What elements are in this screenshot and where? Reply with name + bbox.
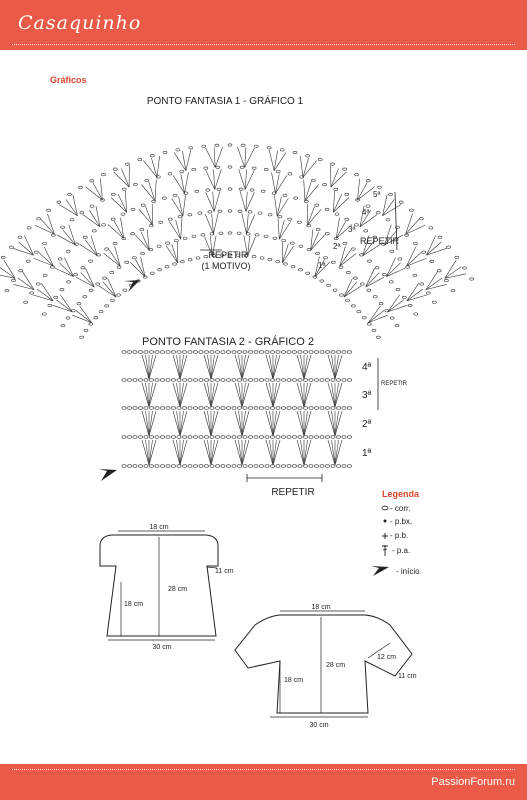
chart2-row-3: 3ª (362, 390, 372, 401)
brand-title: Casaquinho (18, 12, 142, 34)
legend (371, 489, 420, 576)
chart2 (99, 335, 408, 498)
chart1-row-3: 3ª (348, 225, 356, 234)
chart1-repeat-motif-sub: (1 MOTIVO) (201, 261, 251, 271)
schematic-2-sleeve-1: 12 cm (377, 654, 397, 661)
schematic-2 (235, 615, 412, 713)
chart2-repeat-side-label: REPETIR (381, 381, 408, 387)
schematic-2-bottom: 30 cm (309, 722, 329, 729)
chart2-repeat-bottom (247, 474, 322, 498)
chart2-row-numbers (362, 362, 372, 459)
chart2-grid-rows (122, 351, 352, 468)
header-dotted-rule (12, 44, 515, 45)
schematic-2-sleeve-2: 11 cm (398, 673, 417, 680)
chart2-repeat-side (378, 358, 408, 410)
schematic-1-measures (108, 531, 217, 640)
diagrams-canvas (0, 50, 527, 764)
section-title: Gráficos (50, 75, 87, 85)
legend-item-4: - p.a. (392, 546, 411, 555)
start-arrow-icon (124, 280, 140, 292)
footer-band (0, 764, 527, 800)
chart1-repeat-motif-label: REPETIR (208, 250, 248, 260)
schematic-1-height: 28 cm (168, 586, 188, 593)
chart1-fan-rows (0, 144, 474, 339)
schematic-1-bottom: 30 cm (152, 644, 172, 651)
chart1-repeat-rows-label: REPETIR (360, 236, 400, 246)
legend-item-1: - corr. (390, 504, 411, 513)
chart2-title: PONTO FANTASIA 2 - GRÁFICO 2 (142, 336, 314, 348)
legend-item-5: - início (396, 567, 420, 576)
chart1-row-2: 2ª (333, 242, 341, 251)
schematic-2-width: 18 cm (311, 604, 331, 611)
footer-dotted-rule (12, 769, 515, 770)
schematic-1-side: 18 cm (124, 601, 144, 608)
legend-title: Legenda (382, 489, 420, 499)
schematic-1-sleeve: 11 cm (215, 568, 234, 575)
watermark: PassionForum.ru (431, 776, 515, 788)
chart1 (0, 94, 474, 338)
chart2-row-2: 2ª (362, 419, 372, 430)
chart2-repeat-bottom-label: REPETIR (271, 487, 315, 498)
header-band (0, 0, 527, 50)
chart1-row-1: 1ª (318, 261, 326, 270)
chart1-title: PONTO FANTASIA 1 - GRÁFICO 1 (146, 96, 304, 107)
legend-item-3: - p.b. (390, 531, 409, 540)
schematic-2-height: 28 cm (326, 662, 346, 669)
chart2-row-4: 4ª (362, 362, 372, 373)
slip-stitch-icon (384, 520, 387, 523)
schematic-1-width: 18 cm (149, 524, 169, 531)
single-crochet-icon (382, 533, 388, 539)
chart1-row-5: 5ª (373, 190, 381, 199)
start-arrow-legend-icon (371, 566, 389, 576)
chain-stitch-icon (382, 506, 388, 510)
chart1-repeat-motif (200, 250, 251, 271)
legend-item-2: - p.bx. (390, 517, 413, 526)
chart1-row-4: 4ª (362, 208, 370, 217)
schematic-2-side: 18 cm (284, 677, 304, 684)
chart2-row-1: 1ª (362, 448, 372, 459)
start-arrow-icon-2 (99, 469, 117, 481)
double-crochet-icon (382, 545, 388, 556)
